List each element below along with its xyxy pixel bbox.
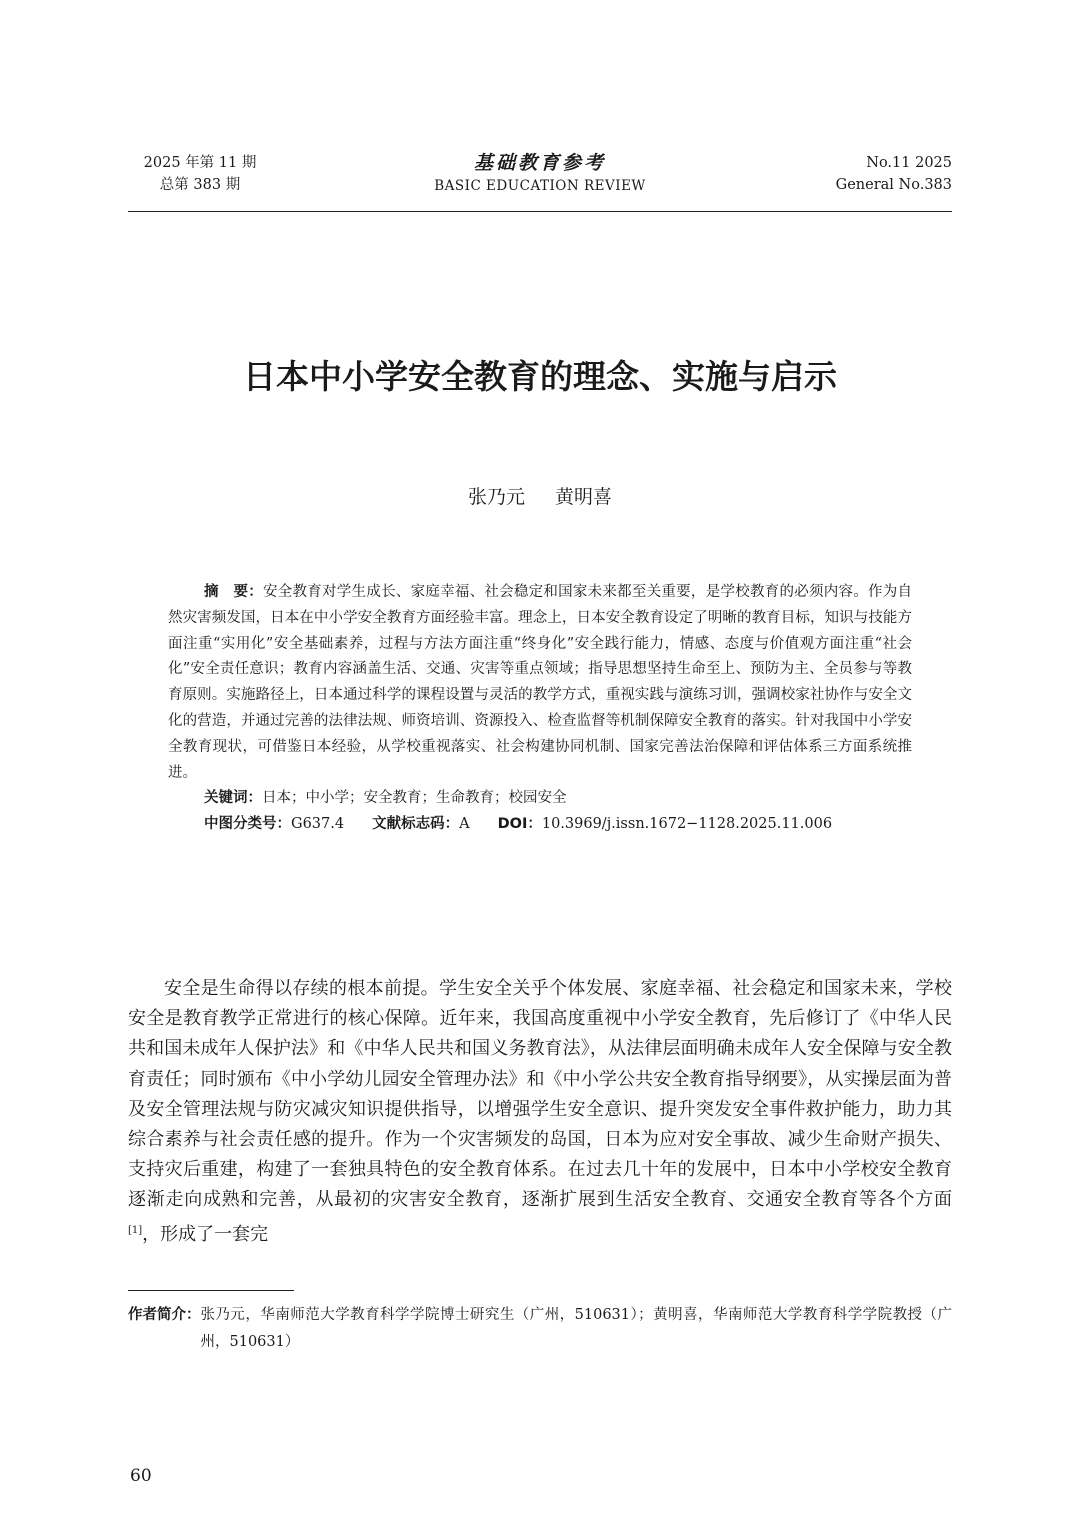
clc-label: 中图分类号： (204, 816, 291, 833)
issue-number-en: No.11 2025 (866, 155, 952, 171)
author-name: 黄明喜 (555, 486, 613, 508)
issue-info-cn (140, 152, 260, 196)
header-divider (128, 211, 952, 212)
total-issue-en: General No.383 (835, 177, 952, 193)
doi-value: 10.3969/j.issn.1672−1128.2025.11.006 (541, 816, 833, 833)
page-number: 60 (130, 1466, 152, 1486)
abstract-paragraph (168, 580, 912, 786)
body-text (128, 974, 952, 1250)
author-list (0, 480, 1080, 514)
keywords-text: 日本；中小学；安全教育；生命教育；校园安全 (262, 790, 567, 807)
total-issue-cn: 总第 383 期 (159, 177, 241, 193)
abstract-text: 安全教育对学生成长、家庭幸福、社会稳定和国家未来都至关重要，是学校教育的必须内容。作为自然灾害频发国，日本在中小学安全教育方面经验丰富。理念上，日本安全教育设定了明晰的教育目标，知识与技能方面注重“实用化”安全基础素养，过程与方法方面注重“终身化”安全践行能力，情感、态度与价值观方面注重“社会化”安全责任意识；教育内容涵盖生活、交通、灾害等重点领域；指导思想坚持生命至上、预防为主、全员参与等教育原则。实施路径上，日本通过科学的课程设置与灵活的教学方式，重视实践与演练习训，强调校家社协作与安全文化的营造，并通过完善的法律法规、师资培训、资源投入、检查监督等机制保障安全教育的落实。针对我国中小学安全教育现状，可借鉴日本经验，从学校重视落实、社会构建协同机制、国家完善法治保障和评估体系三方面系统推进。 (168, 584, 913, 781)
doc-code-value: A (459, 816, 470, 833)
abstract-label: 摘 要： (204, 584, 264, 600)
citation-ref[interactable]: [1] (128, 1224, 143, 1236)
keywords-label: 关键词： (204, 790, 262, 807)
keywords-line (168, 786, 912, 812)
abstract-section (168, 580, 912, 838)
issue-number-cn: 2025 年第 11 期 (143, 155, 257, 171)
journal-name-en: BASIC EDUCATION REVIEW (434, 178, 646, 194)
doi-label: DOI： (497, 816, 542, 833)
author-name: 张乃元 (467, 486, 525, 508)
journal-title-block (420, 150, 660, 196)
body-paragraph-tail: ，形成了一套完 (142, 1223, 269, 1245)
author-footnote (128, 1302, 952, 1356)
footnote-label: 作者简介： (128, 1307, 201, 1323)
classification-line (168, 812, 912, 838)
footnote-divider (128, 1290, 294, 1291)
body-paragraph (128, 974, 952, 1250)
journal-name-cn: 基础教育参考 (473, 152, 606, 174)
issue-info-en (836, 152, 952, 196)
footnote-text: 张乃元，华南师范大学教育科学学院博士研究生（广州，510631）；黄明喜，华南师范大学教育科学学院教授（广州，510631） (200, 1307, 952, 1350)
article-title: 日本中小学安全教育的理念、实施与启示 (243, 357, 837, 396)
doc-code-label: 文献标志码： (372, 816, 460, 833)
body-paragraph-text: 安全是生命得以存续的根本前提。学生安全关乎个体发展、家庭幸福、社会稳定和国家未来，学校安全是教育教学正常进行的核心保障。近年来，我国高度重视中小学安全教育，先后修订了《中华人民共和国未成年人保护法》和《中华人民共和国义务教育法》，从法律层面明确未成年人安全保障与安全教育责任；同时颁布《中小学幼儿园安全管理办法》和《中小学公共安全教育指导纲要》，从实操层面为普及安全管理法规与防灾减灾知识提供指导，以增强学生安全意识、提升突发安全事件救护能力，助力其综合素养与社会责任感的提升。作为一个灾害频发的岛国，日本为应对安全事故、减少生命财产损失、支持灾后重建，构建了一套独具特色的安全教育体系。在过去几十年的发展中，日本中小学校安全教育逐渐走向成熟和完善，从最初的灾害安全教育，逐渐扩展到生活安全教育、交通安全教育等各个方面 (128, 978, 952, 1211)
clc-value: G637.4 (291, 816, 345, 833)
